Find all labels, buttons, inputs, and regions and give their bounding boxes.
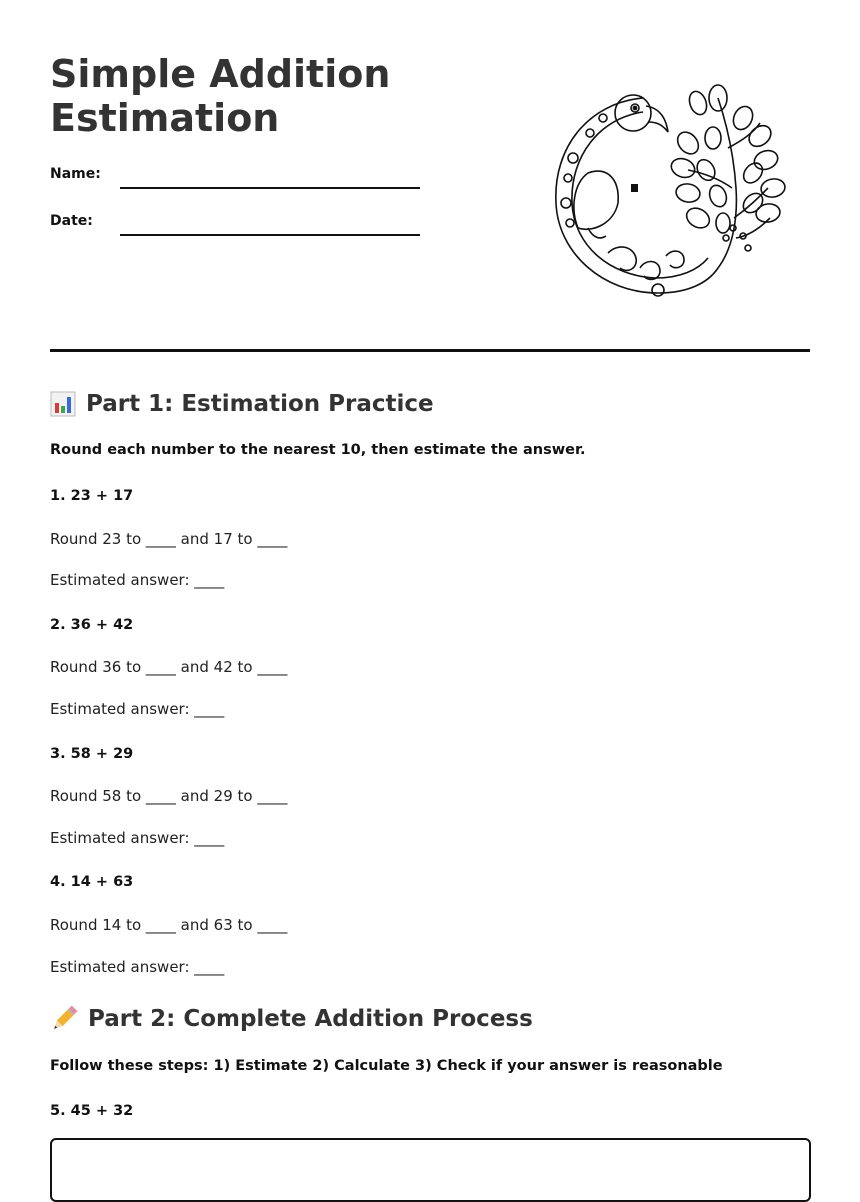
problem-3-estimate: Estimated answer: ____ [50,829,225,847]
date-field[interactable] [120,234,420,236]
date-label: Date: [50,213,93,229]
part2-heading [50,1005,533,1033]
name-label: Name: [50,166,101,182]
problem-4-round: Round 14 to ____ and 63 to ____ [50,916,288,934]
problem-2-label: 2. 36 + 42 [50,617,134,633]
problem-1-label: 1. 23 + 17 [50,488,134,504]
name-field[interactable] [120,187,420,189]
header-divider [50,349,810,352]
problem-2-round: Round 36 to ____ and 42 to ____ [50,658,288,676]
part1-heading [50,390,434,418]
part1-heading-text: Part 1: Estimation Practice [86,391,434,417]
problem-4-label: 4. 14 + 63 [50,874,134,890]
pencil-icon [50,1005,78,1033]
part2-heading-text: Part 2: Complete Addition Process [88,1006,533,1032]
problem-3-label: 3. 58 + 29 [50,746,134,762]
problem-4-estimate: Estimated answer: ____ [50,958,225,976]
bar-chart-icon [50,391,76,417]
part2-instruction: Follow these steps: 1) Estimate 2) Calculate 3) Check if your answer is reasonable [50,1058,723,1074]
worksheet-title: Simple Addition Estimation [50,52,391,140]
problem-5-work-box[interactable] [50,1138,811,1202]
bird-and-leaves-illustration [548,78,788,308]
problem-5-label: 5. 45 + 32 [50,1103,134,1119]
problem-1-estimate: Estimated answer: ____ [50,571,225,589]
problem-2-estimate: Estimated answer: ____ [50,700,225,718]
problem-1-round: Round 23 to ____ and 17 to ____ [50,530,288,548]
problem-3-round: Round 58 to ____ and 29 to ____ [50,787,288,805]
part1-instruction: Round each number to the nearest 10, then estimate the answer. [50,442,586,458]
